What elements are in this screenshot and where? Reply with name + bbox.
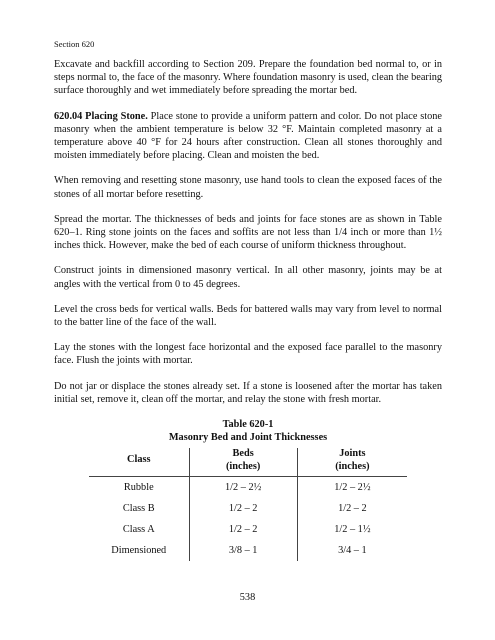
paragraph-placing-stone [54, 110, 442, 163]
header-joints-label: Joints [339, 448, 366, 460]
cell-beds: 1/2 – 2½ [189, 477, 297, 499]
cell-joints: 1/2 – 2½ [297, 477, 407, 499]
table-header-row [89, 448, 407, 477]
cell-beds: 3/8 – 1 [189, 540, 297, 561]
cell-joints: 3/4 – 1 [338, 544, 367, 556]
paragraph-excavate: Excavate and backfill according to Section 209. Prepare the foundation bed normal to, or in steps normal to, the face of the masonry. Where foundation masonry is used, clean the bearing surface thoroughly and wet immediately before spreading the mortar bed. [54, 59, 443, 97]
table-title: Masonry Bed and Joint Thicknesses [168, 432, 328, 444]
section-header: Section 620 [54, 39, 95, 49]
paragraph-displace: Do not jar or displace the stones already set. If a stone is loosened after the mortar has taken initial set, remove it, clean off the mortar, and relay the stone with fresh mortar. [54, 380, 442, 405]
header-beds-label: Beds [232, 448, 254, 460]
cell-class: Rubble [89, 477, 189, 499]
header-beds-unit: (inches) [225, 460, 261, 472]
paragraph-cross-beds: Level the cross beds for vertical walls. Beds for battered walls may vary from level to normal to the batter line of the face of the wall. [54, 303, 442, 329]
header-class: Class [89, 448, 189, 477]
paragraph-mortar: Spread the mortar. The thicknesses of beds and joints for face stones are as shown in Table 620–1. Ring stone joints on the faces and soffits are not less than 1/4 inch or more than 1½ inches thick. However, make the bed of each course of uniform thickness throughout. [54, 213, 442, 252]
cell-class: Dimensioned [89, 540, 189, 561]
table-row [89, 540, 407, 561]
page-number: 538 [239, 592, 256, 603]
subsection-heading: 620.04 Placing Stone. [54, 110, 148, 122]
cell-class: Class A [89, 519, 189, 540]
paragraph-joints: Construct joints in dimensioned masonry vertical. In all other masonry, joints may be at angles with the vertical from 0 to 45 degrees. [54, 265, 442, 290]
cell-joints: 1/2 – 1½ [334, 523, 371, 535]
cell-class: Class B [89, 498, 189, 519]
thickness-table [89, 448, 407, 561]
paragraph-text: Place stone to provide a uniform pattern and color. Do not place stone masonry when the ambient temperature is below 32 °F. Maintain completed masonry at a temperature above 40 °F for 24 hours after construction. Clean all stones thoroughly and moisten immediately before placing. Clean and moisten the bed. [54, 110, 442, 162]
header-beds [189, 448, 297, 477]
table-caption [54, 418, 442, 444]
header-joints-unit: (inches) [335, 460, 370, 472]
cell-beds: 1/2 – 2 [189, 519, 297, 540]
paragraph-resetting: When removing and resetting stone masonry, use hand tools to clean the exposed faces of the stones of all mortar before resetting. [54, 175, 442, 200]
header-joints [297, 448, 407, 477]
table-number: Table 620-1 [222, 419, 274, 431]
table-row [89, 477, 407, 499]
paragraph-lay-stones: Lay the stones with the longest face horizontal and the exposed face parallel to the masonry face. Flush the joints with mortar. [54, 342, 442, 367]
table-row [89, 498, 407, 519]
table-row [89, 519, 407, 540]
document-body [54, 58, 442, 561]
cell-beds: 1/2 – 2 [189, 498, 297, 519]
cell-joints: 1/2 – 2 [338, 502, 367, 514]
